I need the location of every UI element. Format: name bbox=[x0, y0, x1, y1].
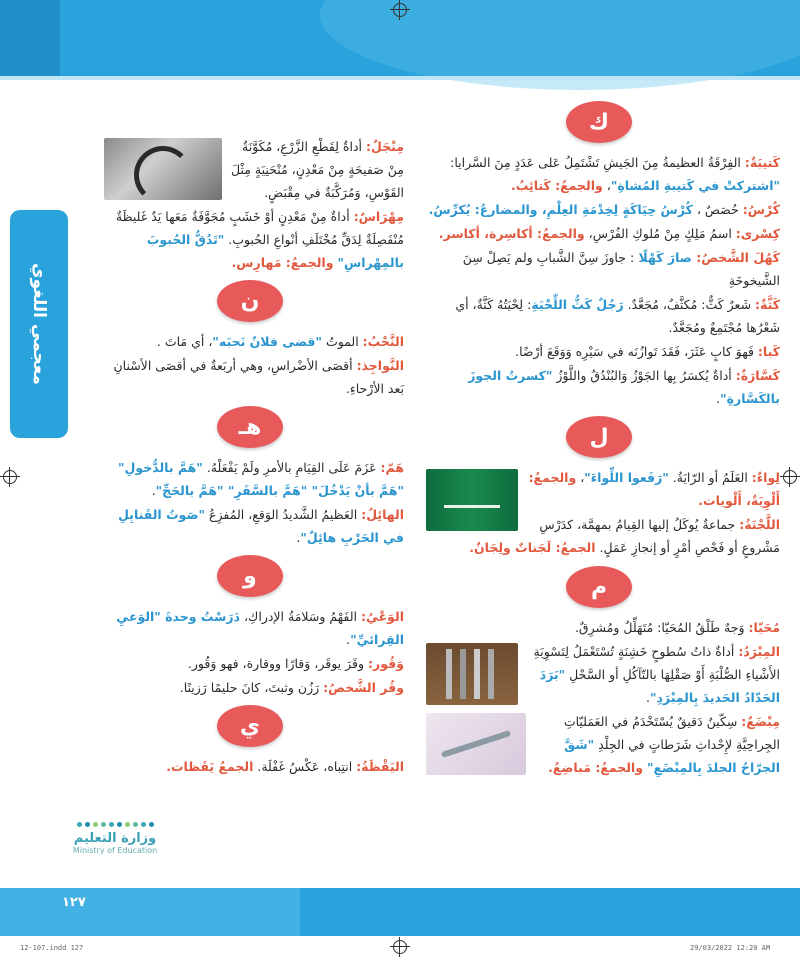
glossary-entry bbox=[96, 456, 404, 502]
entry-term: مِهْرَاسٌ: bbox=[353, 209, 404, 224]
glossary-entry bbox=[418, 246, 780, 292]
letter-badge-label: ك bbox=[566, 101, 632, 143]
entry-definition: أداةٌ ذاتُ سُطوحٍ خَشِنَةٍ تُسْتَعْمَلُ لِتَسْوِيَةِ الأَشْياءِ الصُّلْبَةِ أَوْ صَقْلِهَا بالتّآكُلِ أو السَّحْلِ bbox=[533, 644, 780, 682]
entry-definition: الموتُ bbox=[321, 334, 363, 349]
glossary-entry bbox=[96, 652, 404, 675]
glossary-entry bbox=[418, 340, 780, 363]
entry-term: الهائِلُ: bbox=[361, 507, 404, 522]
glossary-entry bbox=[96, 503, 404, 549]
entry-definition: العَلَمُ أو الرّايَةُ. bbox=[668, 470, 752, 485]
entry-term: اليَقْظَةُ: bbox=[356, 759, 404, 774]
letter-badge-waw bbox=[96, 555, 404, 597]
entry-definition: أداةٌ لِقَطْعِ الزَّرْعِ، مُكَوَّنَةٌ مِنْ صَفيحَةٍ مِنْ مَعْدِنٍ، مُنْحَنِيَةٍ مِثْلَ القَوْسِ، وَمُرَكَّبَةٌ في مِقْبَضٍ. bbox=[231, 139, 404, 200]
entry-term: النَّحْبُ: bbox=[362, 334, 404, 349]
entry-term: المِبْرَدُ: bbox=[738, 644, 780, 659]
entry-definition: أداةٌ يُكسَرُ بِها الجَوْزُ وَالبُنْدُقُ واللَّوْزُ bbox=[552, 368, 736, 383]
sickle-image bbox=[104, 138, 222, 200]
entry-definition: وقَرَ يوقَر، وَقارًا ووقارة، فهو وَقُور. bbox=[187, 656, 368, 671]
entry-definition: الفَهْمُ وسَلامَةُ الإدراكِ، bbox=[240, 609, 361, 624]
entry-definition-cont: ، أي مَاتَ . bbox=[156, 334, 213, 349]
entry-definition: الفِرْقَةُ العظيمةُ مِنَ الجَيشِ تَشْتَمِلُ عَلى عَدَدٍ مِنَ السَّرايا: bbox=[450, 155, 745, 170]
glossary-entry bbox=[96, 676, 404, 699]
entry-term: الوَعْيُ: bbox=[361, 609, 404, 624]
glossary-entry bbox=[418, 222, 780, 245]
entry-definition: انتِباه، عَكْسُ غَفْلَة. bbox=[253, 759, 357, 774]
entry-plural: والجمعُ: أكاسِرة، أكاسر. bbox=[438, 226, 585, 241]
registration-mark-icon bbox=[393, 940, 407, 954]
entry-definition: سِكّينٌ دَقيقٌ يُسْتَخْدَمُ في العَمَليّاتِ الجِراحِيَّةِ لإِحْداثِ شَرَطاتٍ في الجِلْدِ bbox=[563, 714, 780, 752]
ministry-logo bbox=[60, 822, 170, 855]
entry-term: كَهُلَ الشَّخصُ: bbox=[696, 250, 780, 265]
entry-term: كَبا: bbox=[757, 344, 780, 359]
entry-definition-cont: . bbox=[296, 530, 301, 545]
registration-mark-icon bbox=[783, 470, 797, 484]
entry-group-with-figure bbox=[96, 135, 404, 205]
entry-example: "تَدُقُّ الحُبوبَ بالمِهْراسِ" bbox=[146, 232, 404, 270]
entry-term: وَقُور: bbox=[368, 656, 404, 671]
entry-group-with-figure bbox=[418, 710, 780, 780]
letter-badge-ya bbox=[96, 705, 404, 747]
registration-mark-icon bbox=[393, 3, 407, 17]
entry-definition: حُصَصٌ ، bbox=[692, 202, 743, 217]
right-column bbox=[418, 95, 780, 780]
entry-definition: اسمُ مَلِكٍ مِنْ مُلوكِ الفُرْسِ، bbox=[584, 226, 736, 241]
entry-term: النَّواجِذ: bbox=[356, 358, 404, 373]
entry-term: كَثَّةٌ: bbox=[755, 297, 780, 312]
entry-term: مُحَيّا: bbox=[748, 620, 780, 635]
entry-plural: الجمعُ: لَجَناتٌ ولِجَانٌ. bbox=[469, 540, 596, 555]
entry-definition-cont: . bbox=[151, 483, 156, 498]
entry-example: "كسرتُ الجوزَ بالكَسَّارةِ" bbox=[468, 368, 780, 406]
footer-band bbox=[0, 888, 800, 936]
entry-plural: الجمعُ يَقَظات. bbox=[166, 759, 254, 774]
letter-badge-lam bbox=[418, 416, 780, 458]
saudi-flag-image bbox=[426, 469, 518, 531]
print-file-meta: 12-107.indd 127 bbox=[20, 944, 84, 952]
header-shade bbox=[0, 0, 60, 78]
entry-definition-cont: . bbox=[716, 391, 721, 406]
glossary-entry bbox=[418, 151, 780, 197]
ministry-name-english: Ministry of Education bbox=[72, 846, 158, 855]
glossary-entry bbox=[96, 205, 404, 274]
glossary-entry bbox=[418, 198, 780, 221]
entry-example: دَرَسْتُ وحدةَ "الوَعيِ القِرائيِّ" bbox=[116, 609, 404, 647]
entry-separator: ، bbox=[602, 178, 611, 193]
page-number: ١٢٧ bbox=[62, 895, 86, 910]
registration-mark-icon bbox=[3, 470, 17, 484]
entry-separator: ، bbox=[576, 470, 585, 485]
entry-term: كِسْرى: bbox=[735, 226, 780, 241]
entry-example: "صَوتُ القَنابِلِ في الحَرْبِ هائِلٌ" bbox=[118, 507, 404, 545]
entry-term: وقُر الشَّخصُ: bbox=[323, 680, 404, 695]
letter-badge-label: ن bbox=[217, 280, 283, 322]
entry-definition: : جاوزَ سِنَّ الشَّبابِ ولم يَصِلْ سِنَ الشَّيخوخَةِ bbox=[462, 250, 780, 288]
entry-term: مِبْضَعٌ: bbox=[741, 714, 780, 729]
entry-term: كُرْسُ: bbox=[742, 202, 780, 217]
scalpel-image bbox=[426, 713, 526, 775]
ministry-dots-icon bbox=[75, 822, 155, 827]
footer-decoration bbox=[0, 888, 300, 936]
files-tool-image bbox=[426, 643, 518, 705]
letter-badge-kaf bbox=[418, 101, 780, 143]
letter-badge-nun bbox=[96, 280, 404, 322]
glossary-side-tab bbox=[10, 210, 68, 438]
letter-badge-label: ي bbox=[217, 705, 283, 747]
entry-term: مِنْجَلٌ: bbox=[365, 139, 404, 154]
letter-badge-mim bbox=[418, 566, 780, 608]
header-edge bbox=[0, 76, 800, 80]
print-date-meta: 29/03/2022 12:20 AM bbox=[690, 944, 771, 952]
entry-example: "اشتركتْ في كَتيبةِ المُشاةِ" bbox=[610, 178, 780, 193]
entry-plural: والجمعُ: أَلْوِيَةٌ، أَلْويات. bbox=[528, 470, 780, 508]
entry-definition: أداةٌ مِنْ مَعْدِنٍ أوْ خَشَبٍ مُجَوَّفَةٌ مَعَها يَدٌ غَليظَةٌ مُنْفَصِلَةٌ لِدَقِّ مُخْتَلَفِ أنْواعِ الحُبوبِ. bbox=[115, 209, 404, 247]
entry-term: كَتيبَةٌ: bbox=[744, 155, 780, 170]
entry-definition-cont: : لِحْيَتُهُ كَثَّةٌ، أي شَعْرُها مُجْتَمِعٌ ومُجَعَّدٌ. bbox=[455, 297, 780, 335]
entry-group-with-figure bbox=[418, 466, 780, 560]
entry-definition: رَزُن وثبتَ، كانَ حليمًا رَزينًا. bbox=[179, 680, 324, 695]
glossary-entry bbox=[418, 616, 780, 639]
entry-term: كَسَّارَةٌ: bbox=[735, 368, 780, 383]
entry-example: "شَقَّ الجرّاحُ الجلدَ بِالمِبْضَعِ" bbox=[564, 737, 780, 775]
entry-plural: والجمعُ: مَباضِعُ. bbox=[548, 760, 643, 775]
entry-definition: فَهوَ كابٍ عَثَرَ، فَقَدَ تَوازُنَه في سَيْرِه وَوَقَعَ أرْضًا. bbox=[515, 344, 758, 359]
entry-definition: العَظيمُ الشَّديدُ الوَقعِ، المُفزِعُ bbox=[205, 507, 362, 522]
entry-example: رَجُلٌ كَثُّ اللِّحْيَةِ bbox=[531, 297, 624, 312]
entry-definition: عَزَمَ عَلَى القِيَامِ بالأمرِ ولَمْ يَفْعَلْهُ. bbox=[202, 460, 381, 475]
entry-example: "رَفَعوا اللِّواءَ" bbox=[584, 470, 669, 485]
left-column bbox=[96, 135, 404, 779]
side-tab-label: معجمي اللغوي bbox=[29, 263, 49, 385]
entry-definition: وَجهٌ طَلْقُ المُحَيّا: مُتَهَلِّلٌ ومُشرِقٌ. bbox=[574, 620, 749, 635]
letter-badge-label: و bbox=[217, 555, 283, 597]
glossary-entry bbox=[418, 364, 780, 410]
entry-definition-cont: . bbox=[646, 690, 650, 705]
letter-badge-ha bbox=[96, 406, 404, 448]
glossary-entry bbox=[96, 354, 404, 400]
ministry-name-arabic: وزارة التعليم bbox=[73, 831, 157, 846]
glossary-entry bbox=[418, 293, 780, 339]
letter-badge-label: ل bbox=[566, 416, 632, 458]
letter-badge-label: هـ bbox=[217, 406, 283, 448]
entry-example: "قضى فلانٌ نَحبَه" bbox=[212, 334, 322, 349]
entry-definition: جماعةٌ يُوكَلُ إليها القِيامُ بمهمَّة، كدَرْسِ مَشْروعٍ أو فَحْصِ أمْرٍ أو إنجازِ عَمَلٍ. bbox=[539, 517, 780, 555]
glossary-entry bbox=[96, 330, 404, 353]
entry-term: اللَّجْنَةُ: bbox=[739, 517, 780, 532]
entry-plural: والجمعُ: كَتائِبُ. bbox=[511, 178, 603, 193]
entry-example: كُرْسُ حِيَاكَةٍ لِخِدْمَةِ العِلْمِ، والمضارعُ: يُكرِّسُ. bbox=[428, 202, 693, 217]
entry-definition-cont: . bbox=[346, 632, 351, 647]
entry-example: "بَرَدَ الحَدّادُ الحَديدَ بِالمِبْرَدِ" bbox=[539, 667, 780, 705]
entry-example: "هَمَّ بالدُّخولِ" "هَمَّ بأنْ يَدْخُلَ" "هَمَّ بالسَّفَرِ" "هَمَّ بالحَجِّ" bbox=[118, 460, 404, 498]
glossary-entry bbox=[96, 605, 404, 651]
entry-definition: شَعرٌ كَثٌّ: مُكثَّفٌ، مُجَعَّدٌ. bbox=[623, 297, 756, 312]
entry-term: هَمّ: bbox=[380, 460, 404, 475]
entry-group-with-figure bbox=[418, 640, 780, 710]
entry-term: لِواءٌ: bbox=[751, 470, 780, 485]
entry-plural: والجمعُ: مَهارِس. bbox=[231, 255, 334, 270]
entry-definition: أقصَى الأضْراسِ، وهي أربَعةٌ في أقصَى الأسْنانِ بَعد الأرْحاءِ. bbox=[113, 358, 404, 396]
entry-example: صارَ كَهْلًا bbox=[634, 250, 697, 265]
glossary-entry bbox=[96, 755, 404, 778]
letter-badge-label: م bbox=[566, 566, 632, 608]
